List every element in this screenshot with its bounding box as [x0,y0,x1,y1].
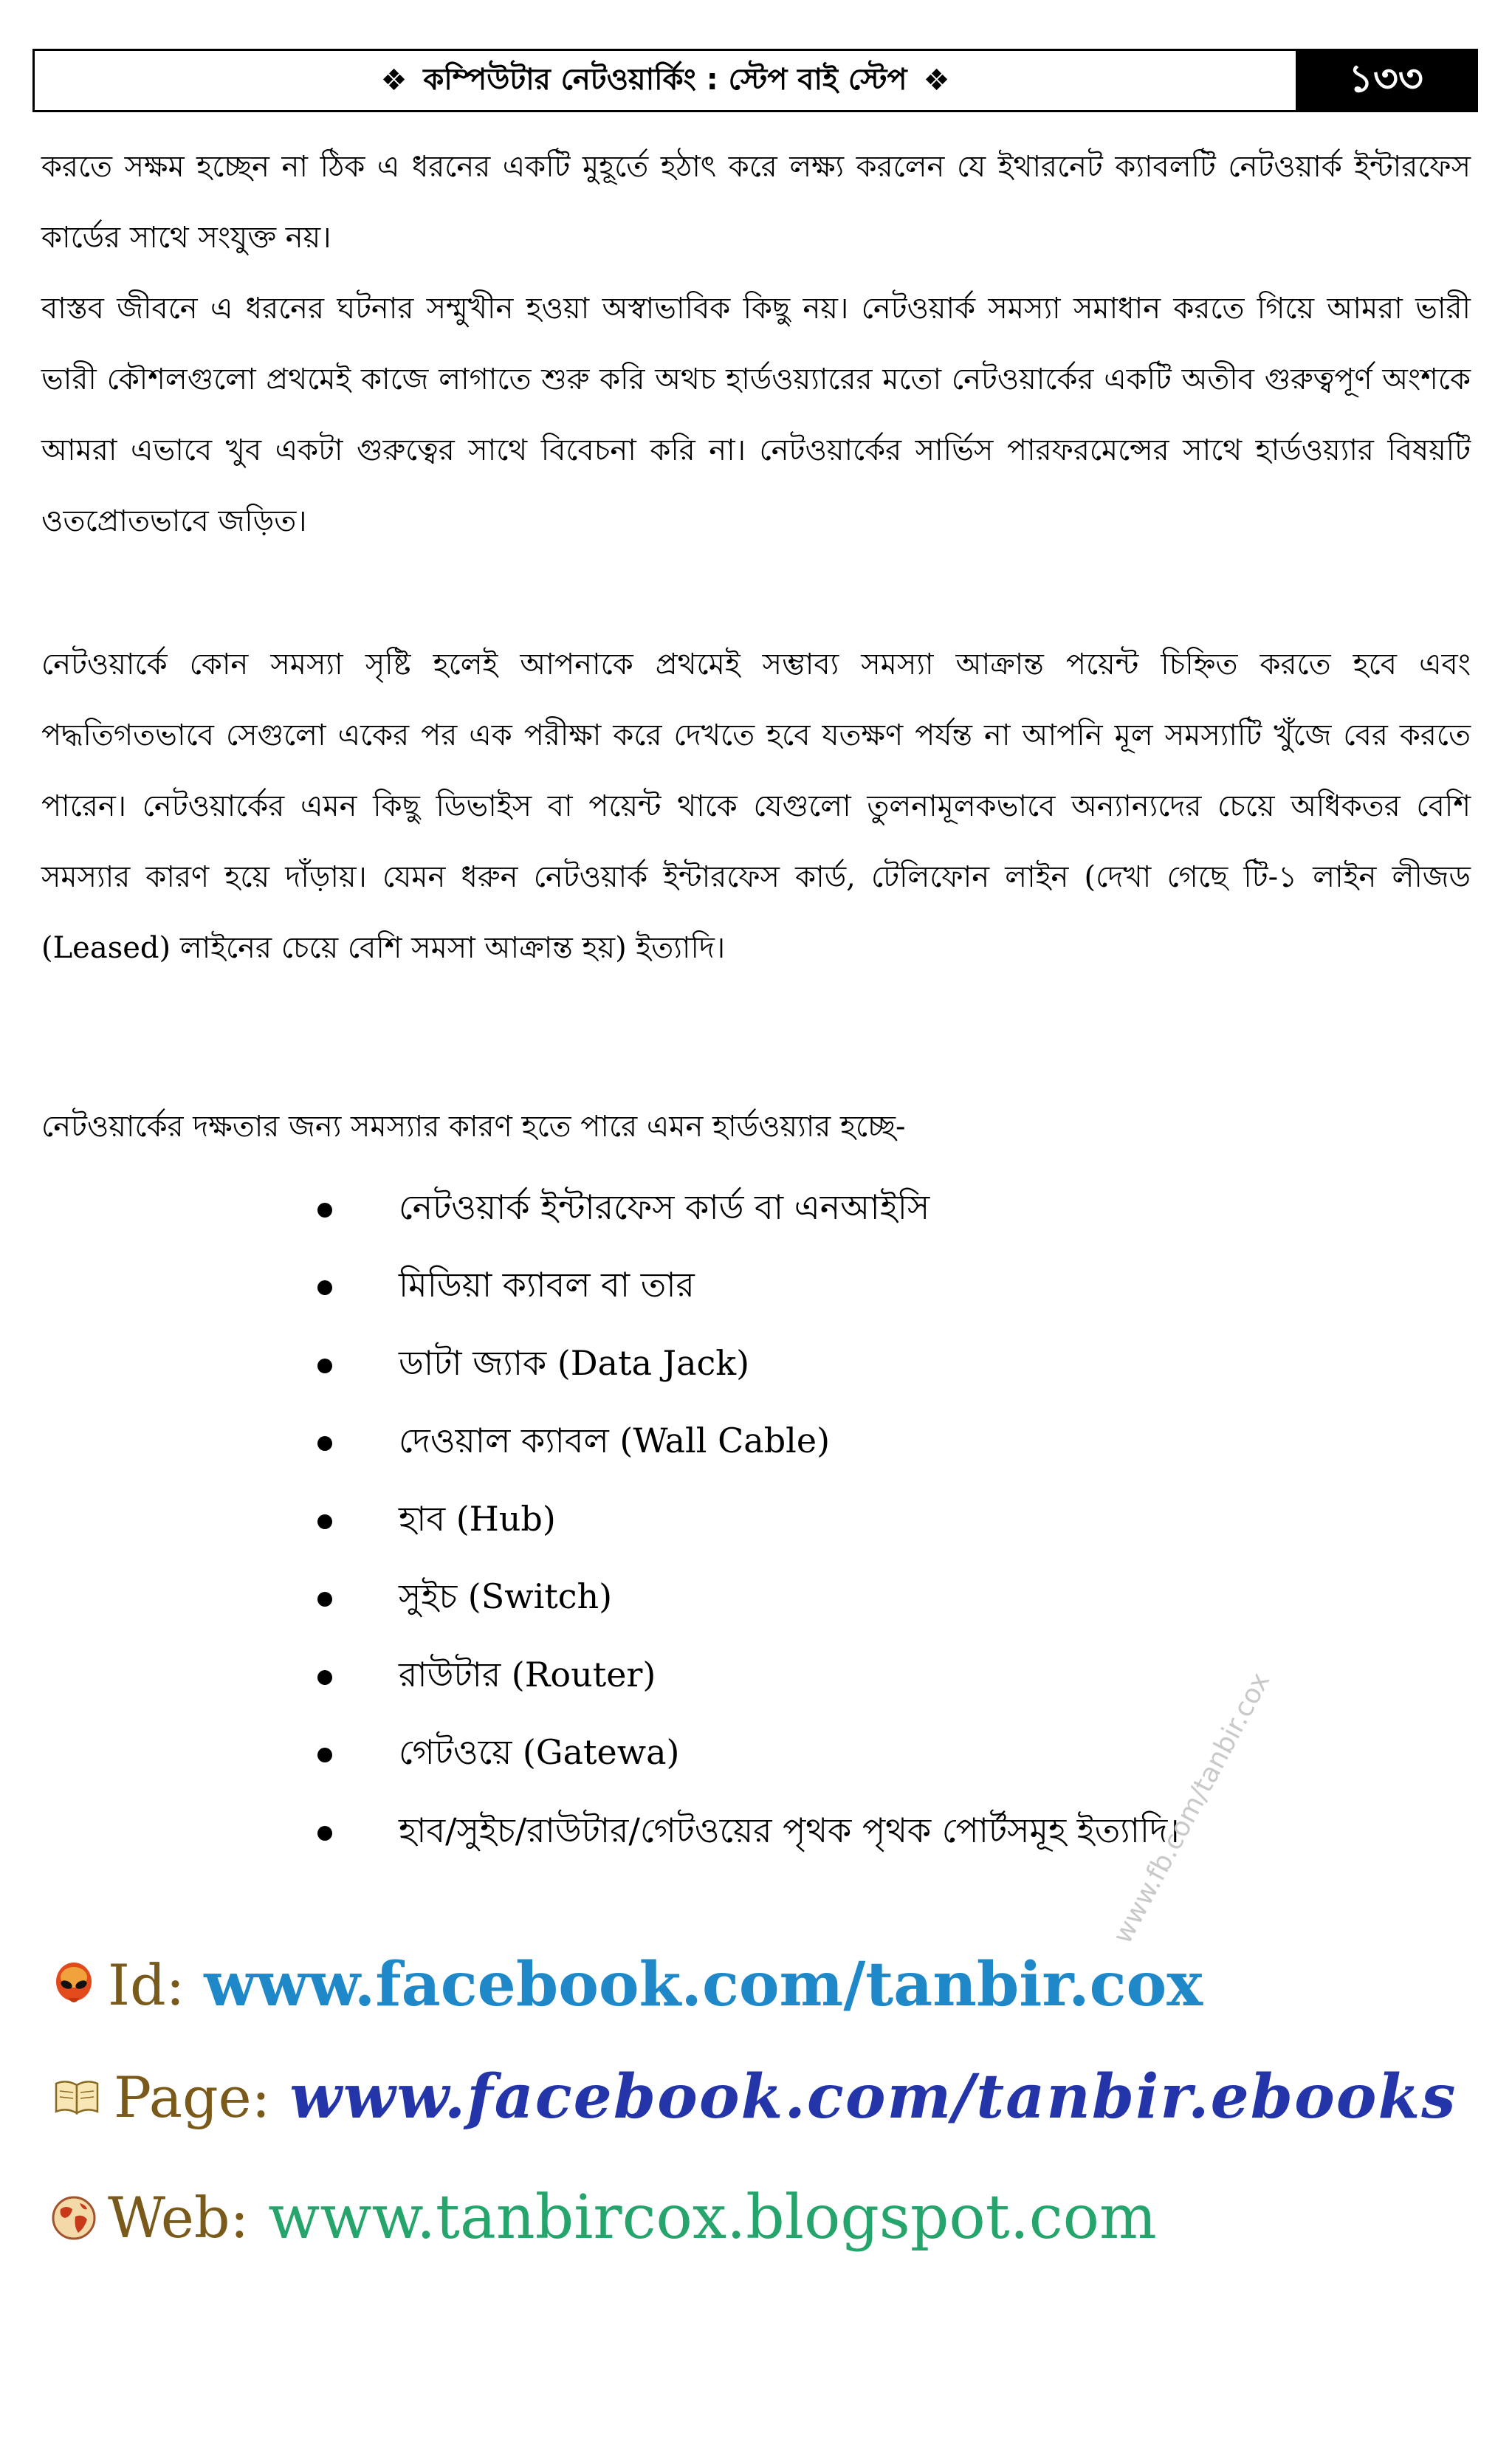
blog-link[interactable]: www.tanbircox.blogspot.com [268,2183,1157,2253]
paragraph-1: করতে সক্ষম হচ্ছেন না ঠিক এ ধরনের একটি মুহূর্তে হঠাৎ করে লক্ষ্য করলেন যে ইথারনেট ক্যাবলটি নেটওয়ার্ক ইন্টারফেস কার্ডের সাথে সংযুক্ত নয়। [41,150,1471,255]
bullet-icon [317,1670,332,1685]
paragraph-2: বাস্তব জীবনে এ ধরনের ঘটনার সম্মুখীন হওয়া অস্বাভাবিক কিছু নয়। নেটওয়ার্ক সমস্যা সমাধান করতে গিয়ে আমরা ভারী ভারী কৌশলগুলো প্রথমেই কাজে লাগাতে শুরু করি অথচ হার্ডওয়্যারের মতো নেটওয়ার্কের একটি অতীব গুরুত্বপূর্ণ অংশকে আমরা এভাবে খুব একটা গুরুত্বের সাথে বিবেচনা করি না। নেটওয়ার্কের সার্ভিস পারফরমেন্সের সাথে হার্ডওয়্যার বিষয়টি ওতপ্রোতভাবে জড়িত। [41,292,1471,538]
page-header [32,49,1478,112]
list-item: হাব (Hub) [317,1483,1469,1561]
alien-head-icon [50,1961,97,2008]
page-number: ১৩৩ [1296,51,1476,110]
diamond-ornament-icon: ❖ [380,63,408,97]
paragraph-3: নেটওয়ার্কে কোন সমস্যা সৃষ্টি হলেই আপনাকে প্রথমেই সম্ভাব্য সমস্যা আক্রান্ত পয়েন্ট চিহ্নিত করতে হবে এবং পদ্ধতিগতভাবে সেগুলো একের পর এক পরীক্ষা করে দেখতে হবে যতক্ষণ পর্যন্ত না আপনি মূল সমস্যাটি খুঁজে বের করতে পারেন। নেটওয়ার্কের এমন কিছু ডিভাইস বা পয়েন্ট থাকে যেগুলো তুলনামূলকভাবে অন্যান্যদের চেয়ে অধিকতর বেশি সমস্যার কারণ হয়ে দাঁড়ায়। যেমন ধরুন নেটওয়ার্ক ইন্টারফেস কার্ড, টেলিফোন লাইন (দেখা গেছে টি-১ লাইন লীজড (Leased) লাইনের চেয়ে বেশি সমসা আক্রান্ত হয়) ইত্যাদি। [41,648,1471,965]
bullet-icon [317,1203,332,1218]
web-label: Web: [108,2185,250,2250]
list-item: মিডিয়া ক্যাবল বা তার [317,1249,1469,1328]
paragraph-4: নেটওয়ার্কের দক্ষতার জন্য সমস্যার কারণ হতে পারে এমন হার্ডওয়্যার হচ্ছে- [41,1110,906,1144]
header-title-bar [35,51,1296,110]
facebook-id-link[interactable]: www.facebook.com/tanbir.cox [204,1949,1203,2020]
list-item: হাব/সুইচ/রাউটার/গেটওয়ের পৃথক পৃথক পোর্টসমূহ ইত্যাদি। [317,1794,1469,1872]
footer-web-line [50,2183,1157,2253]
diamond-ornament-icon: ❖ [923,63,950,97]
bullet-icon [317,1436,332,1451]
footer-id-line [50,1949,1203,2020]
bullet-icon [317,1280,332,1295]
bullet-icon [317,1359,332,1373]
list-item: সুইচ (Switch) [317,1561,1469,1639]
bullet-icon [317,1826,332,1841]
book-title: কম্পিউটার নেটওয়ার্কিং : স্টেপ বাই স্টেপ [423,62,907,97]
bullet-icon [317,1592,332,1607]
globe-icon [50,2194,97,2242]
list-item: রাউটার (Router) [317,1638,1469,1717]
facebook-page-link[interactable]: www.facebook.com/tanbir.ebooks [289,2061,1457,2132]
open-book-icon [50,2073,103,2121]
page-label: Page: [114,2064,271,2130]
list-item: ডাটা জ্যাক (Data Jack) [317,1327,1469,1405]
bullet-icon [317,1748,332,1762]
footer-page-line [50,2061,1457,2132]
list-item: গেটওয়ে (Gatewa) [317,1717,1469,1795]
watermark: www.fb.com/tanbir.cox [1107,1667,1276,1949]
hardware-list [317,1171,1469,1872]
bullet-icon [317,1514,332,1529]
id-label: Id: [108,1951,185,2018]
list-item: দেওয়াল ক্যাবল (Wall Cable) [317,1405,1469,1483]
list-item: নেটওয়ার্ক ইন্টারফেস কার্ড বা এনআইসি [317,1171,1469,1249]
